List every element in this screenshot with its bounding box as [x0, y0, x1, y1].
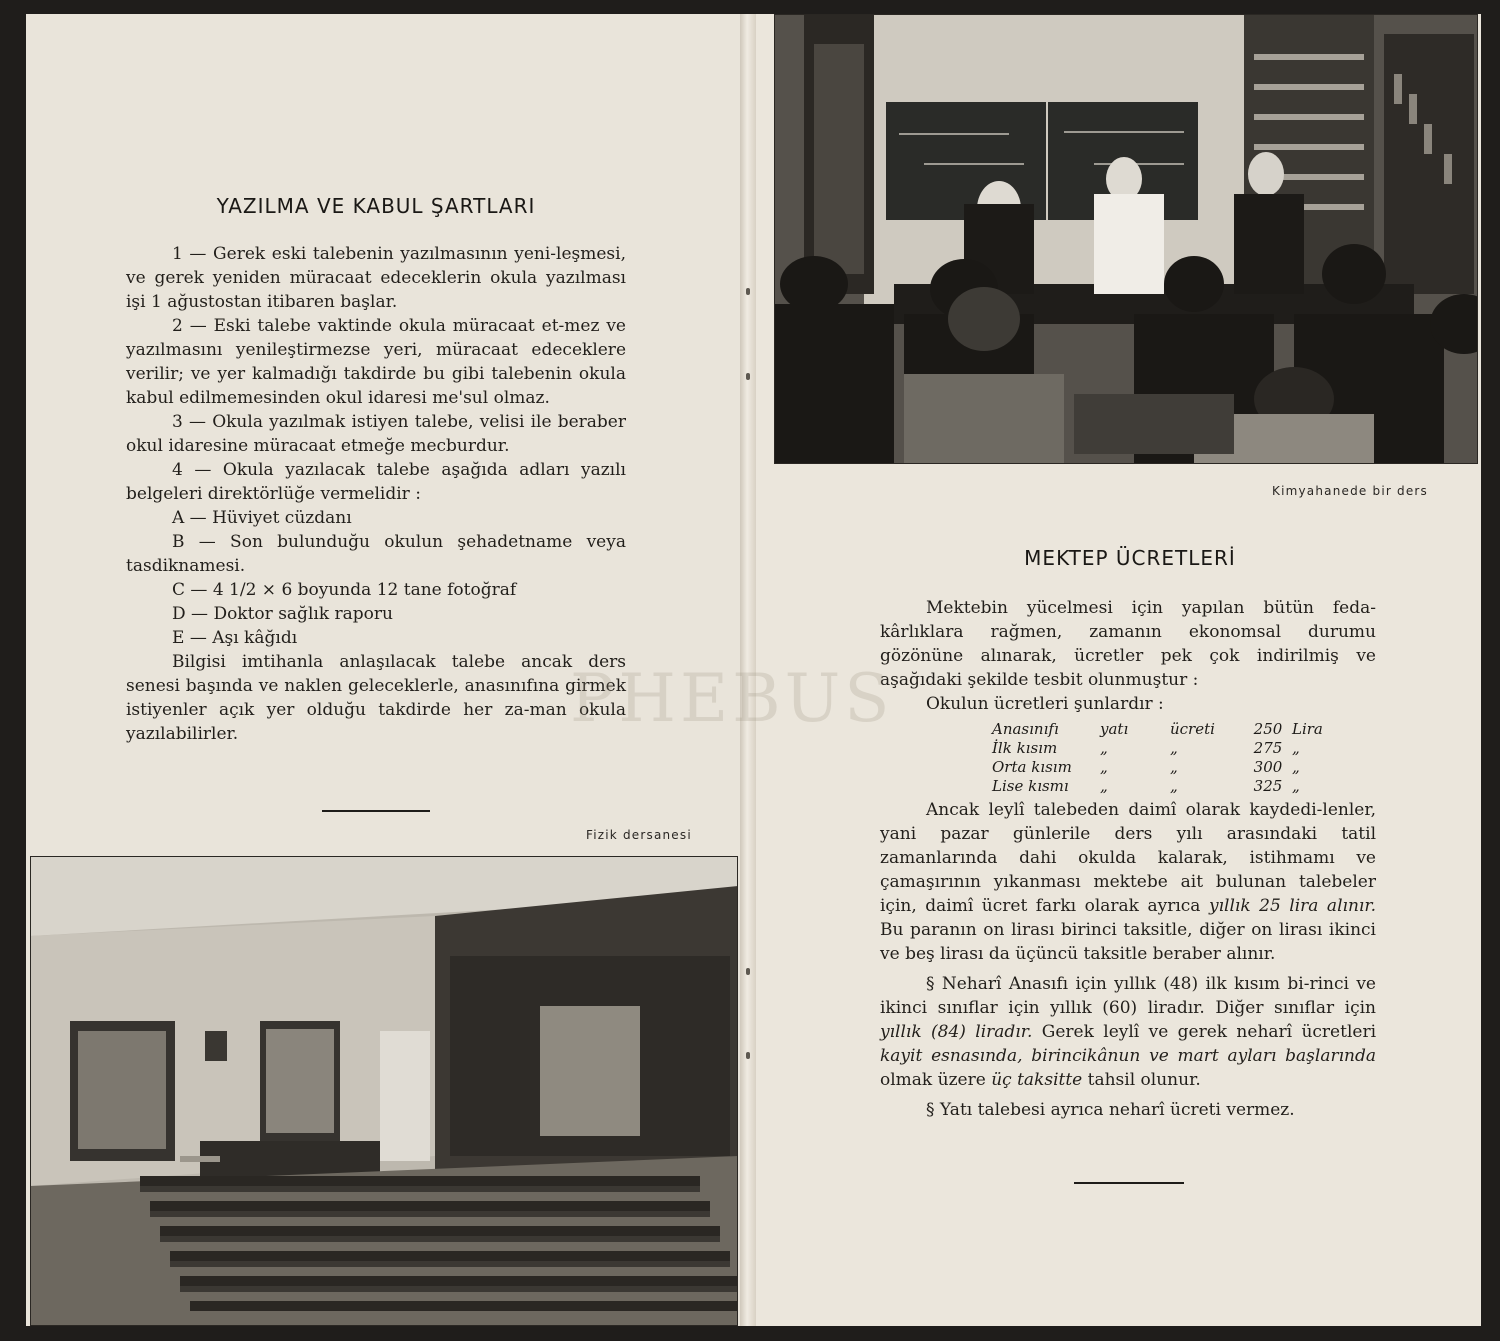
boarding-text-1: Ancak leylî talebeden daimî olarak kaydedi-lenler, yani pazar günlerile ders yılı arasındaki tatil zamanlarında dahi okulda kalarak, istihmamı ve çamaşırının yıkanması mektebe ait bulunan talebeler için, daimî ücret farkı olarak ayrıca	[880, 800, 1376, 916]
fees-unit: „	[1292, 777, 1300, 795]
fees-row	[992, 739, 1332, 758]
watermark: PHEBUS	[570, 660, 894, 737]
final-note: § Yatı talebesi ayrıca neharî ücreti vermez.	[926, 1100, 1295, 1120]
day-emphasis-3: üç taksitte	[991, 1070, 1083, 1090]
fees-row	[992, 758, 1332, 777]
fees-amount: 275	[1253, 739, 1283, 757]
fees-col2: yatı	[1100, 720, 1129, 738]
fees-row	[992, 777, 1332, 796]
document-item-b: B — Son bulunduğu okulun şehadetname veya tasdiknamesi.	[126, 532, 626, 576]
fees-section: Lise kısmı	[992, 777, 1069, 795]
day-text-4: tahsil olunur.	[1087, 1070, 1201, 1090]
fees-amount: 300	[1253, 758, 1283, 776]
fees-section: Orta kısım	[992, 758, 1072, 776]
fees-col3: „	[1170, 758, 1178, 776]
physics-photo-caption: Fizik dersanesi	[586, 828, 692, 842]
document-item-c: C — 4 1/2 × 6 boyunda 12 tane fotoğraf	[172, 580, 517, 600]
paragraph-3: 3 — Okula yazılmak istiyen talebe, velisi ile beraber okul idaresine müracaat etmeğe mecburdur.	[126, 412, 626, 456]
staple-2	[746, 373, 750, 380]
fees-row	[992, 720, 1332, 739]
fees-title: MEKTEP ÜCRETLERİ	[1024, 546, 1236, 570]
fees-table	[992, 720, 1332, 796]
staple-1	[746, 288, 750, 295]
day-student-paragraph	[880, 972, 1376, 1092]
document-item-a: A — Hüviyet cüzdanı	[172, 508, 352, 528]
fees-intro	[880, 596, 1376, 716]
day-text-2: Gerek leylî ve gerek neharî ücretleri	[1041, 1022, 1377, 1042]
admission-title: YAZILMA VE KABUL ŞARTLARI	[216, 194, 536, 218]
fees-amount: 325	[1253, 777, 1283, 795]
fees-heading: Okulun ücretleri şunlardır :	[926, 694, 1164, 714]
admission-text	[126, 242, 626, 746]
fees-col2: „	[1100, 777, 1108, 795]
boarding-emphasis: yıllık 25 lira alınır.	[1208, 896, 1376, 916]
fees-col3: „	[1170, 739, 1178, 757]
day-emphasis-2: kayit esnasında, birincikânun ve mart ayları başlarında	[880, 1046, 1376, 1066]
boarding-paragraph	[880, 798, 1376, 966]
fees-intro-paragraph: Mektebin yücelmesi için yapılan bütün feda-kârlıklara rağmen, zamanın ekonomsal durumu gözönüne alınarak, ücretler pek çok indirilmiş ve aşağıdaki şekilde tesbit olunmuştur :	[880, 598, 1376, 690]
day-text-3: olmak üzere	[880, 1070, 986, 1090]
fees-unit: „	[1292, 758, 1300, 776]
document-item-d: D — Doktor sağlık raporu	[172, 604, 393, 624]
closing-paragraph: Bilgisi imtihanla anlaşılacak talebe ancak ders senesi başında ve naklen geleceklerle, anasınıfına girmek istiyenler açık yer olduğu takdirde her za-man okula yazılabilirler.	[126, 652, 626, 744]
physics-classroom-photo	[30, 856, 738, 1326]
day-emphasis-1: yıllık (84) liradır.	[880, 1022, 1033, 1042]
fees-col2: „	[1100, 739, 1108, 757]
fees-section: Anasınıfı	[992, 720, 1059, 738]
section-divider	[1074, 1182, 1184, 1184]
fees-col3: ücreti	[1170, 720, 1215, 738]
staple-3	[746, 968, 750, 975]
day-text-1: § Neharî Anasıfı için yıllık (48) ilk kısım bi-rinci ve ikinci sınıflar için yıllık (60) liradır. Diğer sınıflar için	[880, 974, 1376, 1018]
fees-amount: 250	[1253, 720, 1283, 738]
fees-section: İlk kısım	[992, 739, 1058, 757]
paragraph-2: 2 — Eski talebe vaktinde okula müracaat et-mez ve yazılmasını yenileştirmezse yeri, müracaat edeceklere verilir; ve yer kalmadığı takdirde bu gibi talebenin okula kabul edilmemesinden okul idaresi me'sul olmaz.	[126, 316, 626, 408]
section-divider	[322, 810, 430, 812]
paragraph-1: 1 — Gerek eski talebenin yazılmasının yeni-leşmesi, ve gerek yeniden müracaat edeceklerin okula yazılması işi 1 ağustostan itibaren başlar.	[126, 244, 626, 312]
fees-unit: „	[1292, 739, 1300, 757]
fees-col2: „	[1100, 758, 1108, 776]
paragraph-4: 4 — Okula yazılacak talebe aşağıda adları yazılı belgeleri direktörlüğe vermelidir :	[126, 460, 626, 504]
fees-col3: „	[1170, 777, 1178, 795]
document-item-e: E — Aşı kâğıdı	[172, 628, 298, 648]
boarding-text-2: Bu paranın on lirası birinci taksitle, diğer on lirası ikinci ve beş lirası da üçüncü taksitle beraber alınır.	[880, 920, 1376, 964]
fees-details	[880, 798, 1376, 1122]
chemistry-lesson-photo	[774, 14, 1478, 464]
staple-4	[746, 1052, 750, 1059]
chemistry-photo-caption: Kimyahanede bir ders	[1272, 484, 1428, 498]
fees-unit: Lira	[1292, 720, 1323, 738]
